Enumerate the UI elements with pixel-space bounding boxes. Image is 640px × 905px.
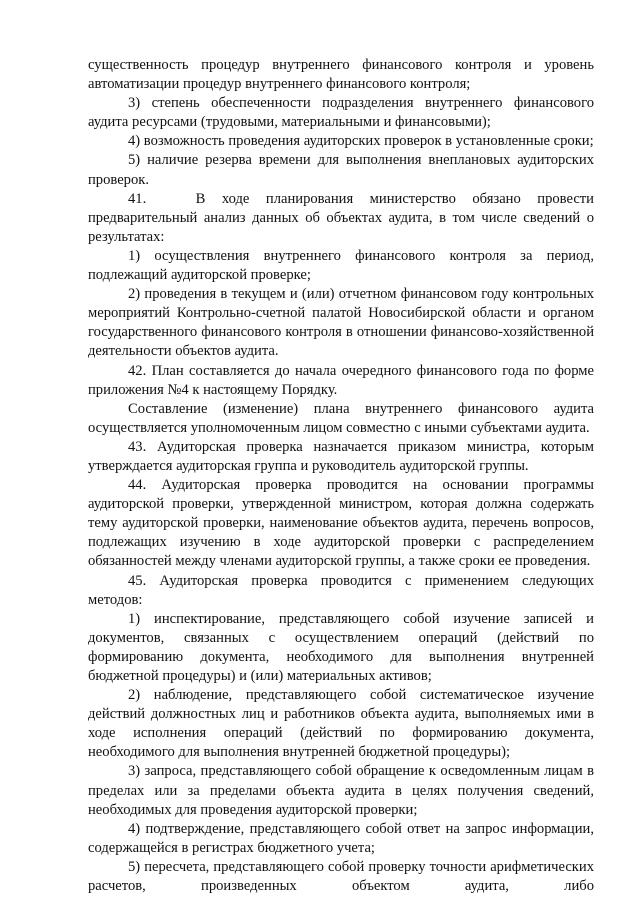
paragraph-41-item-1: 1) осуществления внутреннего финансового контроля за период, подлежащий аудиторской проверке; [88,247,594,284]
paragraph-45-method-3: 3) запроса, представляющего собой обращение к осведомленным лицам в пределах или за пределами объекта аудита в целях получения сведений, необходимых для проведения аудиторской проверки; [88,763,594,818]
paragraph-item-3-resources: 3) степень обеспеченности подразделения внутреннего финансового аудита ресурсами (трудовыми, материальными и финансовыми); [88,95,594,131]
paragraph-42-plan-change: Составление (изменение) плана внутреннего финансового аудита осуществляется уполномоченным лицом совместно с иными субъектами аудита. [88,400,594,436]
paragraph-43: 43. Аудиторская проверка назначается приказом министра, которым утверждается аудиторская группа и руководитель аудиторской группы. [88,438,594,474]
paragraph-item-5-reserve-time: 5) наличие резерва времени для выполнения внеплановых аудиторских проверок. [88,152,594,188]
paragraph-45-method-5: 5) пересчета, представляющего собой проверку точности арифметических расчетов, произведенных объектом аудита, либо [88,858,594,895]
paragraph-45: 45. Аудиторская проверка проводится с применением следующих методов: [88,572,594,608]
paragraph-45-method-2: 2) наблюдение, представляющего собой систематическое изучение действий должностных лиц и работников объекта аудита, выполняемых ими в ходе исполнения операций (действий по формированию документа, необходимого для выполнения внутренней бюджетной процедуры); [88,687,594,761]
paragraph-45-method-4: 4) подтверждение, представляющего собой ответ на запрос информации, содержащейся в регистрах бюджетного учета; [88,820,594,856]
paragraph-44: 44. Аудиторская проверка проводится на основании программы аудиторской проверки, утвержденной министром, которая должна содержать тему аудиторской проверки, наименование объектов аудита, перечень вопросов, подлежащих изучению в ходе аудиторской проверки с распределением обязанностей между членами аудиторской группы, а также сроки ее проведения. [88,477,594,570]
paragraph-item-4-deadlines: 4) возможность проведения аудиторских проверок в установленные сроки; [128,133,594,150]
paragraph-45-method-1: 1) инспектирование, представляющего собой изучение записей и документов, связанных с осуществлением операций (действий по формированию документа, необходимого для выполнения внутренней бюджетной процедуры) и (или) материальных активов; [88,610,594,684]
paragraph-41-item-2: 2) проведения в текущем и (или) отчетном финансовом году контрольных мероприятий Контрольно-счетной палатой Новосибирской области и органом государственного финансового контроля в отношении финансово-хозяйственной деятельности объектов аудита. [88,286,594,360]
paragraph-continuation: существенность процедур внутреннего финансового контроля и уровень автоматизации процедур внутреннего финансового контроля; [88,57,594,93]
paragraph-41: 41. В ходе планирования министерство обязано провести предварительный анализ данных об объектах аудита, в том числе сведений о результатах: [88,190,594,245]
document-body [88,56,594,896]
paragraph-42: 42. План составляется до начала очередного финансового года по форме приложения №4 к настоящему Порядку. [88,362,594,398]
